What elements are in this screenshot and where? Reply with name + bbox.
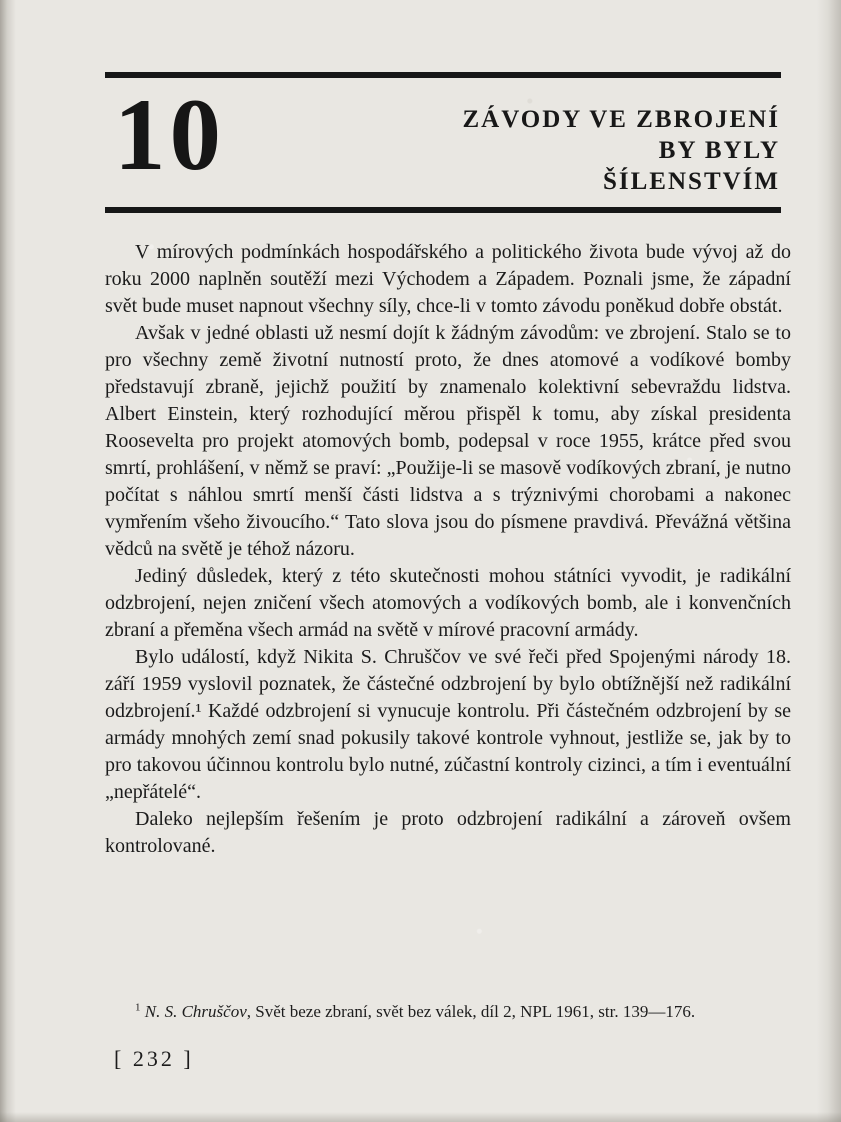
header-rule-bottom <box>105 207 781 213</box>
page-bottom-edge <box>0 1112 841 1122</box>
body-text <box>105 239 791 860</box>
page-left-edge <box>0 0 16 1122</box>
page-number: [ 232 ] <box>114 1046 194 1071</box>
paragraph-1: V mírových podmínkách hospodářského a politického života bude vývoj až do roku 2000 naplněn soutěží mezi Východem a Západem. Poznali jsme, že západní svět bude muset napnout všechny síly, chce-li v tomto závodu poněkud dobře obstát. <box>105 241 791 317</box>
chapter-title-line-1: ZÁVODY VE ZBROJENÍ <box>462 106 780 133</box>
footnote-author: N. S. Chruščov <box>144 1002 247 1021</box>
page-right-edge <box>817 0 841 1122</box>
footnote-marker: 1 <box>135 1001 141 1014</box>
paragraph-2: Avšak v jedné oblasti už nesmí dojít k žádným závodům: ve zbrojení. Stalo se to pro všechny země životní nutností proto, že dnes atomové a vodíkové bomby představují zbraně, jejichž použití by znamenalo kolektivní sebevraždu lidstva. Albert Einstein, který rozhodující měrou přispěl k tomu, aby získal presidenta Roosevelta pro projekt atomových bomb, podepsal v roce 1955, krátce před svou smrtí, prohlášení, v němž se praví: „Použije-li se masově vodíkových zbraní, je nutno počítat s náhlou smrtí menší části lidstva a s trýznivými chorobami a nakonec vymřením všeho živoucího.“ Tato slova jsou do písmene pravdivá. Převážná většina vědců na světě je téhož názoru. <box>105 322 791 560</box>
paragraph-5: Daleko nejlepším řešením je proto odzbrojení radikální a zároveň ovšem kontrolované. <box>105 808 791 857</box>
chapter-title-line-3: ŠÍLENSTVÍM <box>603 168 780 195</box>
paragraph-4: Bylo událostí, když Nikita S. Chruščov ve své řeči před Spojenými národy 18. září 1959 vyslovil poznatek, že částečné odzbrojení by bylo obtížnější než radikální odzbrojení.¹ Každé odzbrojení si vynucuje kontrolu. Při částečném odzbrojení by se armády mnohých zemí snad pokusily takové kontrole vyhnout, jestliže se, jak by to pro takovou účinnou kontrolu bylo nutné, zúčastní kontroly cizinci, a tím i eventuální „nepřátelé“. <box>105 646 791 803</box>
chapter-title <box>463 104 781 197</box>
footnote <box>105 1001 795 1023</box>
chapter-number: 10 <box>114 78 225 192</box>
chapter-title-line-2: BY BYLY <box>658 137 780 164</box>
footnote-text: , Svět beze zbraní, svět bez válek, díl 2, NPL 1961, str. 139—176. <box>246 1002 696 1021</box>
paragraph-3: Jediný důsledek, který z této skutečnosti mohou státníci vyvodit, je radikální odzbrojení, nejen zničení všech atomových a vodíkových bomb, ale i konvenčních zbraní a přeměna všech armád na světě v mírové pracovní armády. <box>105 565 791 641</box>
